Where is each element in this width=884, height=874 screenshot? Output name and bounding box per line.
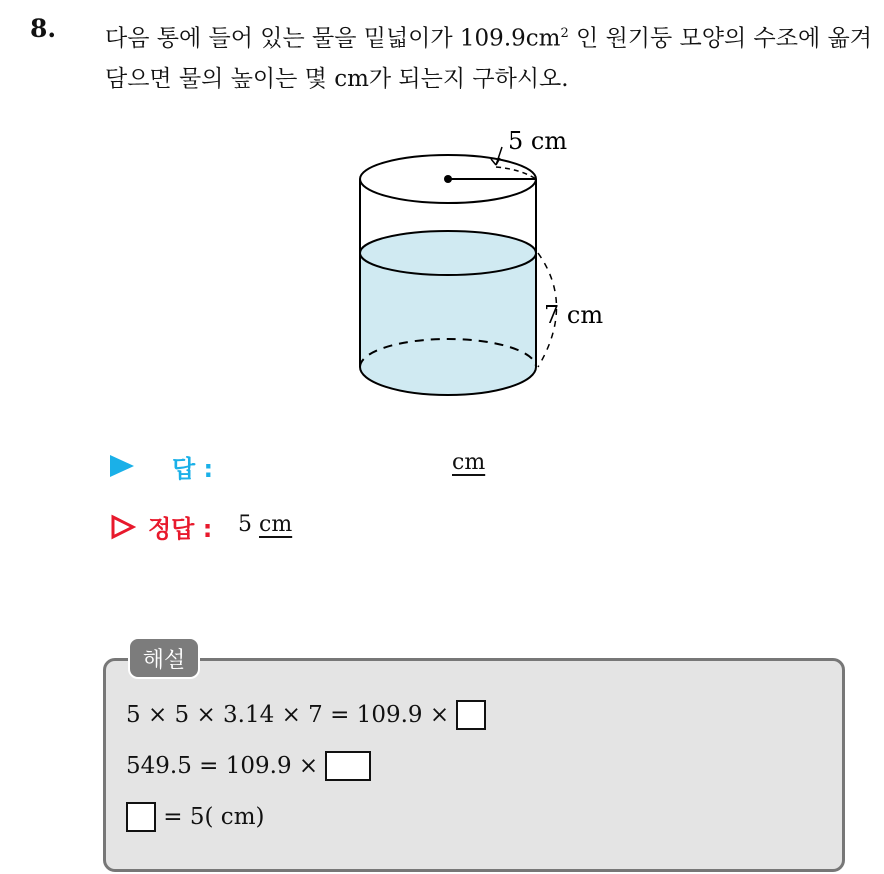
radius-arc [496, 167, 536, 179]
solution-line-2-text: 549.5 = 109.9 × [126, 753, 326, 779]
blank-box [325, 751, 371, 781]
correct-answer-number: 5 [238, 512, 252, 537]
blank-box [456, 700, 486, 730]
question-number: 8. [30, 14, 57, 43]
solution-line-3 [126, 799, 264, 835]
water-surface [360, 231, 536, 275]
question-superscript: 2 [560, 26, 569, 41]
blank-box [126, 802, 156, 832]
solution-line-1 [126, 697, 486, 733]
correct-answer-unit: cm [259, 512, 293, 537]
question-text-part2: 인 원기둥 모양의 수조에 옮겨 담으면 물의 높이는 몇 cm가 되는지 구하시오. [105, 25, 872, 92]
answer-unit: cm [452, 450, 486, 475]
correct-marker-icon [110, 514, 136, 540]
solution-line-1-text: 5 × 5 × 3.14 × 7 = 109.9 × [126, 702, 457, 728]
solution-line-3-text: = 5( cm) [156, 804, 265, 830]
correct-answer-row [110, 508, 610, 548]
answer-row [110, 448, 610, 484]
height-label: 7 cm [544, 301, 604, 329]
answer-marker-icon [110, 455, 134, 477]
correct-answer-value [238, 512, 292, 537]
question-text [105, 14, 875, 99]
answer-label: 답 : [172, 455, 214, 483]
question-text-part1: 다음 통에 들어 있는 물을 밑넓이가 109.9cm [105, 25, 561, 52]
solution-line-2 [126, 748, 371, 784]
solution-tab: 해설 [128, 637, 200, 679]
cylinder-figure [330, 115, 630, 415]
correct-answer-label: 정답 : [148, 515, 213, 543]
radius-label: 5 cm [508, 127, 568, 155]
